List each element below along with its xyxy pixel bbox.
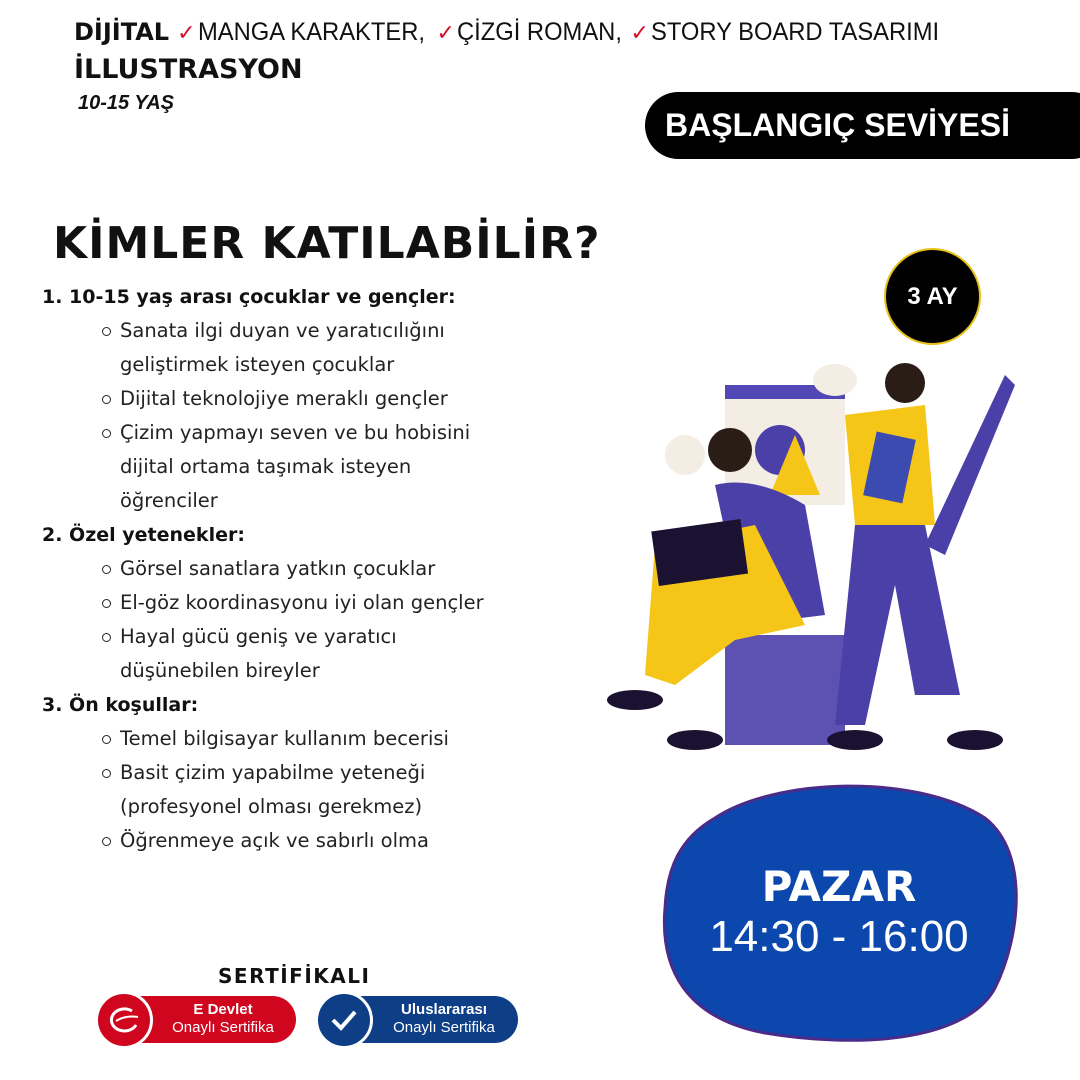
list-item: düşünebilen bireyler — [120, 659, 320, 682]
section-heading: 2. Özel yetenekler: — [42, 524, 245, 546]
check-icon: ✓ — [436, 21, 455, 46]
badge-title: Uluslararası — [401, 1001, 487, 1018]
badge-subtitle: Onaylı Sertifika — [172, 1019, 274, 1036]
topic: MANGA KARAKTER, — [197, 18, 425, 46]
illustration — [605, 355, 1025, 765]
check-icon: ✓ — [630, 21, 649, 46]
header-word-dijital: DİJİTAL — [74, 18, 170, 46]
topic: ÇİZGİ ROMAN, — [456, 18, 622, 46]
schedule-day: PAZAR — [761, 862, 917, 911]
header-line — [74, 18, 954, 47]
checkmark-icon — [315, 991, 373, 1049]
list-item: Çizim yapmayı seven ve bu hobisini — [42, 416, 602, 450]
list-item: Dijital teknolojiye meraklı gençler — [42, 382, 602, 416]
list-item: El-göz koordinasyonu iyi olan gençler — [42, 586, 602, 620]
page-title: KİMLER KATILABİLİR? — [53, 218, 601, 269]
check-icon: ✓ — [177, 21, 196, 46]
list-item: (profesyonel olması gerekmez) — [120, 795, 423, 818]
list-item: Görsel sanatlara yatkın çocuklar — [42, 552, 602, 586]
header-word-illustrasyon: İLLUSTRASYON — [74, 54, 303, 85]
level-badge: BAŞLANGIÇ SEVİYESİ — [645, 92, 1080, 159]
age-range: 10-15 YAŞ — [78, 92, 174, 114]
list-item: geliştirmek isteyen çocuklar — [120, 353, 395, 376]
list-item: Temel bilgisayar kullanım becerisi — [42, 722, 602, 756]
list-item: öğrenciler — [120, 489, 218, 512]
list-item: Sanata ilgi duyan ve yaratıcılığını — [42, 314, 602, 348]
eligibility-list — [42, 280, 602, 858]
list-item: dijital ortama taşımak isteyen — [120, 455, 412, 478]
list-item: Öğrenmeye açık ve sabırlı olma — [42, 824, 602, 858]
badge-subtitle: Onaylı Sertifika — [393, 1019, 495, 1036]
section-heading: 3. Ön koşullar: — [42, 694, 199, 716]
list-item: Hayal gücü geniş ve yaratıcı — [42, 620, 602, 654]
edevlet-logo-icon — [95, 991, 153, 1049]
list-item: Basit çizim yapabilme yeteneği — [42, 756, 602, 790]
badge-title: E Devlet — [193, 1001, 253, 1018]
duration-badge: 3 AY — [884, 248, 981, 345]
topic: STORY BOARD TASARIMI — [650, 18, 940, 46]
section-heading: 1. 10-15 yaş arası çocuklar ve gençler: — [42, 286, 456, 308]
schedule-time: 14:30 - 16:00 — [709, 912, 969, 961]
certificate-label: SERTİFİKALI — [218, 964, 371, 988]
